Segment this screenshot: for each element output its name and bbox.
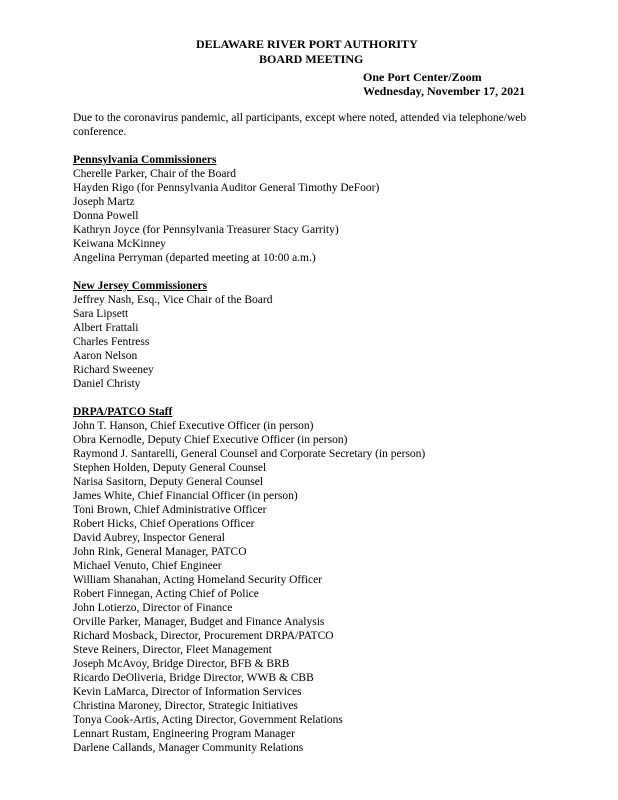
list-item: Raymond J. Santarelli, General Counsel and Corporate Secretary (in person) [73,448,426,460]
list-item: Hayden Rigo (for Pennsylvania Auditor General Timothy DeFoor) [73,182,380,194]
list-item: Stephen Holden, Deputy General Counsel [73,462,267,474]
list-item: William Shanahan, Acting Homeland Security Officer [73,574,323,586]
list-item: John Lotierzo, Director of Finance [73,602,233,614]
new-jersey-commissioners-section [73,279,553,391]
list-item: Donna Powell [73,210,139,222]
list-item: Sara Lipsett [73,308,129,320]
list-item: Lennart Rustam, Engineering Program Manager [73,728,295,740]
list-item: Albert Frattali [73,322,139,334]
list-item: Robert Finnegan, Acting Chief of Police [73,588,259,600]
list-item: Kevin LaMarca, Director of Information Services [73,686,302,698]
list-item: Ricardo DeOliveria, Bridge Director, WWB & CBB [73,672,314,684]
intro-paragraph: Due to the coronavirus pandemic, all participants, except where noted, attended via telephone/web conference. [73,112,527,138]
meeting-location: One Port Center/Zoom [363,70,482,84]
list-item: Aaron Nelson [73,350,138,362]
list-item: Richard Sweeney [73,364,154,376]
new-jersey-commissioners-heading: New Jersey Commissioners [73,280,208,292]
staff-heading: DRPA/PATCO Staff [73,406,173,418]
list-item: Joseph Martz [73,196,135,208]
list-item: Joseph McAvoy, Bridge Director, BFB & BRB [73,658,290,670]
list-item: Richard Mosback, Director, Procurement DRPA/PATCO [73,630,334,642]
list-item: Daniel Christy [73,378,141,390]
list-item: Michael Venuto, Chief Engineer [73,560,222,572]
list-item: Tonya Cook-Artis, Acting Director, Government Relations [73,714,343,726]
meeting-date: Wednesday, November 17, 2021 [363,84,526,98]
list-item: John T. Hanson, Chief Executive Officer (in person) [73,420,314,432]
pennsylvania-commissioners-heading: Pennsylvania Commissioners [73,154,217,166]
staff-section [73,405,553,755]
list-item: Kathryn Joyce (for Pennsylvania Treasurer Stacy Garrity) [73,224,339,236]
list-item: Keiwana McKinney [73,238,166,250]
list-item: Orville Parker, Manager, Budget and Finance Analysis [73,616,325,628]
list-item: Jeffrey Nash, Esq., Vice Chair of the Board [73,294,273,306]
organization-title: DELAWARE RIVER PORT AUTHORITY [196,37,418,51]
list-item: Charles Fentress [73,336,150,348]
meeting-title: BOARD MEETING [259,52,364,66]
pennsylvania-commissioners-section [73,153,553,265]
list-item: Cherelle Parker, Chair of the Board [73,168,237,180]
list-item: Toni Brown, Chief Administrative Officer [73,504,267,516]
list-item: Narisa Sasitorn, Deputy General Counsel [73,476,264,488]
list-item: Angelina Perryman (departed meeting at 10:00 a.m.) [73,252,316,264]
list-item: Steve Reiners, Director, Fleet Management [73,644,272,656]
list-item: David Aubrey, Inspector General [73,532,225,544]
list-item: Darlene Callands, Manager Community Relations [73,742,304,754]
list-item: James White, Chief Financial Officer (in person) [73,490,298,502]
list-item: Obra Kernodle, Deputy Chief Executive Officer (in person) [73,434,348,446]
list-item: Christina Maroney, Director, Strategic Initiatives [73,700,298,712]
list-item: John Rink, General Manager, PATCO [73,546,247,558]
list-item: Robert Hicks, Chief Operations Officer [73,518,255,530]
